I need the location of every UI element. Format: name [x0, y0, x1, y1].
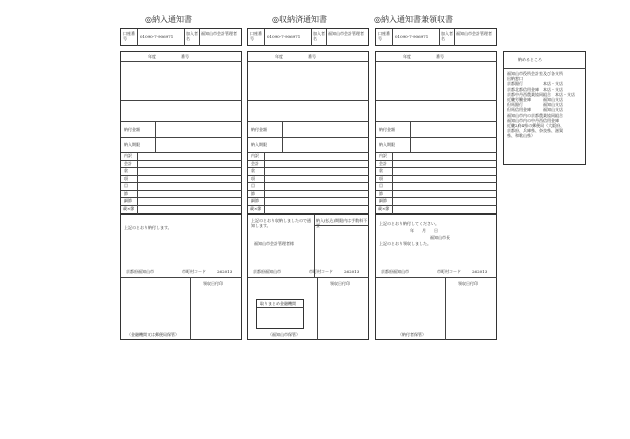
- footer-code: 262013: [217, 269, 233, 274]
- payment-place-line: 京都北都信用金庫 本店・支店: [507, 86, 563, 92]
- payee-label: 加入者名: [441, 31, 453, 42]
- payment-place-line: 県、和歌山県）: [507, 133, 535, 139]
- row-setsu: 節: [379, 191, 383, 196]
- payment-place-line: 京都府、兵庫県、奈良県、滋賀: [507, 128, 563, 134]
- account-header-box: [375, 28, 497, 46]
- notice-lower: [120, 214, 242, 340]
- row-moku: 目: [124, 183, 128, 188]
- amount-label: 納付金額: [379, 127, 395, 132]
- row-account: 会計: [251, 161, 259, 166]
- payment-place-line: 京都中丹西農業協同組合 本店・支店: [507, 91, 575, 97]
- row-setsu: 節: [124, 191, 128, 196]
- collected-body: [247, 51, 369, 214]
- row-breakdown: 内訳: [379, 153, 387, 158]
- row-breakdown: 内訳: [124, 153, 132, 158]
- payment-places-list: [507, 71, 585, 139]
- row-extra: 歳×節: [250, 206, 262, 211]
- receipt-body: [375, 51, 497, 214]
- form-title: ◎納入通知書: [145, 15, 192, 24]
- account-header-box: [120, 28, 242, 46]
- number-label: 番号: [436, 54, 444, 59]
- row-breakdown: 内訳: [251, 153, 259, 158]
- footer-code-label: 市町村コード: [309, 269, 333, 274]
- received-text: 上記のとおり領収しました。: [379, 241, 431, 246]
- payment-place-line: 但馬銀行 福知山支店: [507, 102, 563, 108]
- row-moku: 目: [379, 183, 383, 188]
- number-label: 番号: [308, 54, 316, 59]
- row-kan: 款: [251, 168, 255, 173]
- payment-places-title: 納めるところ: [518, 57, 542, 62]
- bank-stamp-box: [256, 299, 304, 329]
- bank-stamp-label: 取りまとめ金融機関: [260, 301, 296, 306]
- footer-city: 京都府福知山市: [381, 269, 409, 274]
- payment-place-line: 近畿労働金庫 福知山支店: [507, 97, 563, 103]
- footer-code-label: 市町村コード: [437, 269, 461, 274]
- notice-text: 上記のとおり納付してください。: [379, 221, 439, 226]
- payee-name: 福知山市会計管理者: [201, 31, 237, 36]
- year-label: 年度: [148, 54, 156, 59]
- account-number: 01090-7-906971: [395, 34, 429, 39]
- row-kou: 項: [124, 176, 128, 181]
- notice-body: [120, 51, 242, 214]
- footer-code: 262013: [472, 269, 488, 274]
- row-account: 会計: [124, 161, 132, 166]
- collected-lower: [247, 214, 369, 340]
- payment-place-line: 出納窓口: [507, 76, 523, 82]
- account-label: 口座番号: [123, 31, 135, 42]
- account-number: 01090-7-906971: [140, 34, 174, 39]
- row-kou: 項: [251, 176, 255, 181]
- manager-name: 福知山市会計管理者様: [254, 241, 294, 246]
- payment-place-line: 京都銀行 本店・支店: [507, 81, 563, 87]
- number-label: 番号: [181, 54, 189, 59]
- payment-place-line: 福知山市内の中丹西信用金庫: [507, 117, 559, 123]
- form-title: ◎収納済通知書: [272, 15, 327, 24]
- payee-label: 加入者名: [186, 31, 198, 42]
- account-label: 口座番号: [250, 31, 262, 42]
- account-header-box: [247, 28, 369, 46]
- row-saisetsu: 細節: [124, 198, 132, 203]
- year-label: 年度: [275, 54, 283, 59]
- row-account: 会計: [379, 161, 387, 166]
- receipt-stamp-label: 領収日付印: [203, 281, 223, 286]
- row-saisetsu: 細節: [251, 198, 259, 203]
- form-title: ◎納入通知書兼領収書: [374, 15, 453, 24]
- date-line: 年 月 日: [410, 228, 438, 233]
- notice-text: 上記のとおり収納しましたので通知します。: [251, 218, 311, 229]
- row-kan: 款: [379, 168, 383, 173]
- receipt-lower: [375, 214, 497, 340]
- row-kou: 項: [379, 176, 383, 181]
- payment-place-line: 福知山市役所会計室及び各支所: [507, 71, 563, 76]
- keep-label: （納付者保管）: [398, 332, 426, 337]
- row-extra: 歳×節: [378, 206, 390, 211]
- fee-note: 納入(払込)期限内は手数料不要: [316, 218, 368, 229]
- payment-place-line: 但馬信用金庫 福知山支店: [507, 107, 563, 113]
- row-kan: 款: [124, 168, 128, 173]
- row-extra: 歳×節: [123, 206, 135, 211]
- receipt-stamp-label: 領収日付印: [330, 281, 350, 286]
- footer-city: 京都府福知山市: [126, 269, 154, 274]
- payee-label: 加入者名: [313, 31, 325, 42]
- row-setsu: 節: [251, 191, 255, 196]
- due-label: 納入期限: [124, 142, 140, 147]
- due-label: 納入期限: [251, 142, 267, 147]
- row-moku: 目: [251, 183, 255, 188]
- footer-city: 京都府福知山市: [253, 269, 281, 274]
- row-saisetsu: 細節: [379, 198, 387, 203]
- payment-places-box: [503, 51, 586, 165]
- payee-name: 福知山市会計管理者: [328, 31, 364, 36]
- due-label: 納入期限: [379, 142, 395, 147]
- payee-name: 福知山市会計管理者: [456, 31, 492, 36]
- footer-code-label: 市町村コード: [182, 269, 206, 274]
- issuer: 福知山市長: [430, 235, 450, 240]
- receipt-stamp-label: 領収日付印: [458, 281, 478, 286]
- footer-code: 262013: [344, 269, 360, 274]
- account-number: 01090-7-906971: [267, 34, 301, 39]
- payment-place-line: 福知山市内の京都農業協同組合: [507, 112, 563, 118]
- payment-place-line: 近畿2府4県の郵便局（大阪府、: [507, 123, 565, 129]
- year-label: 年度: [403, 54, 411, 59]
- account-label: 口座番号: [378, 31, 390, 42]
- keep-label: （福知山市保管）: [268, 332, 300, 337]
- amount-label: 納付金額: [124, 127, 140, 132]
- keep-label: （金融機関又は郵便局保管）: [127, 332, 179, 337]
- notice-text: 上記のとおり納付します。: [124, 225, 172, 230]
- amount-label: 納付金額: [251, 127, 267, 132]
